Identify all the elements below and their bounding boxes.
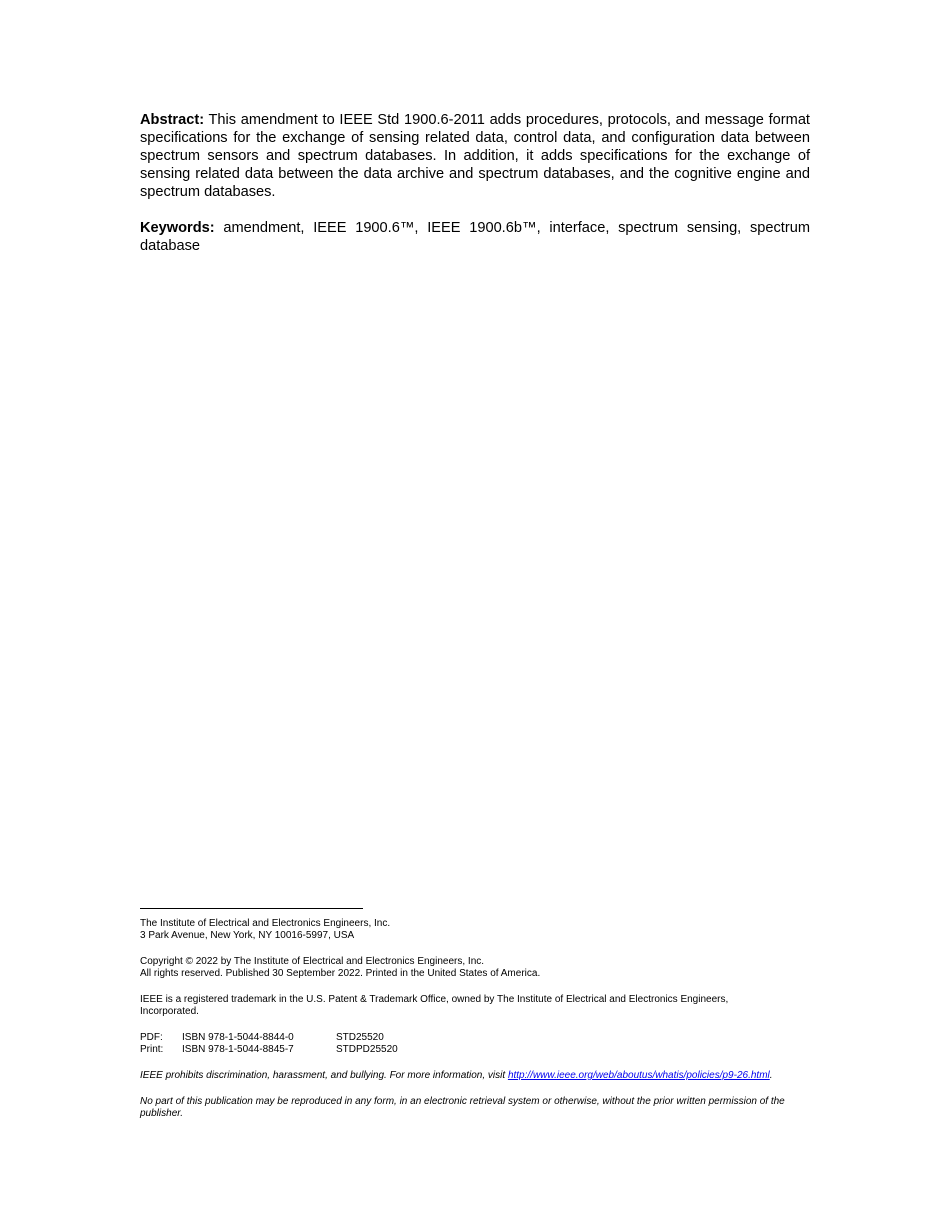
trademark-notice: IEEE is a registered trademark in the U.S. Patent & Trademark Office, owned by The Institute of Electrical and Electronics Engineers, Incorporated. [140,994,729,1017]
main-content [140,111,810,273]
isbn-code: STD25520 [336,1032,384,1043]
policy-notice [140,1070,812,1082]
publication-info [140,918,812,1134]
publisher-street: 3 Park Avenue, New York, NY 10016-5997, USA [140,930,355,941]
abstract-label: Abstract: [140,112,205,128]
isbn-format: Print: [140,1044,164,1055]
isbn-number: ISBN 978-1-5044-8845-7 [182,1044,294,1055]
abstract-text: This amendment to IEEE Std 1900.6-2011 adds procedures, protocols, and message format specifications for the exchange of sensing related data, control data, and configuration data between spectrum sensors and spectrum databases. In addition, it adds specifications for the exchange of sensing related data between the data archive and spectrum databases, and the cognitive engine and spectrum databases. [140,112,810,200]
abstract-paragraph [140,111,810,201]
policy-end: . [769,1070,773,1081]
policy-text: IEEE prohibits discrimination, harassment, and bullying. For more information, visit [140,1070,508,1081]
publisher-name: The Institute of Electrical and Electronics Engineers, Inc. [140,918,391,929]
reproduction-notice: No part of this publication may be reproduced in any form, in an electronic retrieval system or otherwise, without the prior written permission of the publisher. [140,1096,785,1119]
keywords-paragraph [140,219,810,255]
isbn-number: ISBN 978-1-5044-8844-0 [182,1032,294,1043]
keywords-text: amendment, IEEE 1900.6™, IEEE 1900.6b™, interface, spectrum sensing, spectrum database [140,220,810,254]
copyright-line: Copyright © 2022 by The Institute of Electrical and Electronics Engineers, Inc. [140,956,485,967]
keywords-label: Keywords: [140,220,215,236]
isbn-code: STDPD25520 [336,1044,398,1055]
isbn-format: PDF: [140,1032,163,1043]
footnote-divider [140,908,363,909]
isbn-table [140,1032,812,1056]
publisher-address [140,918,812,942]
rights-line: All rights reserved. Published 30 September 2022. Printed in the United States of America. [140,968,541,979]
policy-link[interactable]: http://www.ieee.org/web/aboutus/whatis/policies/p9-26.html [507,1070,770,1081]
copyright-notice [140,956,812,980]
